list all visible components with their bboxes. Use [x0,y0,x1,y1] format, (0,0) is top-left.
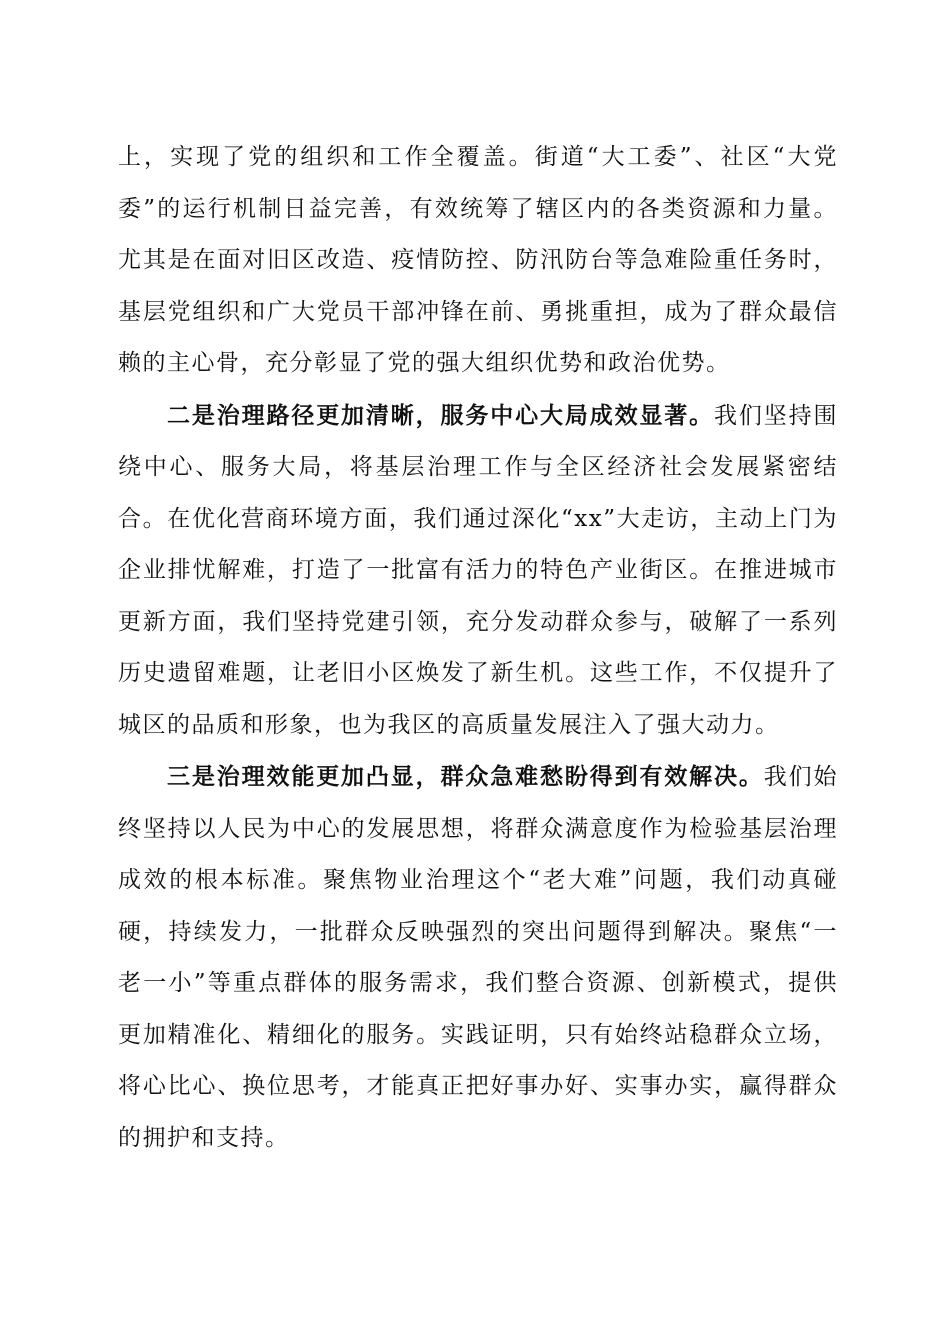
paragraph-3-lead: 三是治理效能更加凸显，群众急难愁盼得到有效解决。 [167,763,764,790]
paragraph-1-body: 上，实现了党的组织和工作全覆盖。街道“大工委”、社区“大党委”的运行机制日益完善，有效统筹了辖区内的各类资源和力量。尤其是在面对旧区改造、疫情防控、防汛防台等急难险重任务时，基层党组织和广大党员干部冲锋在前、勇挑重担，成为了群众最信赖的主心骨，充分彰显了党的强大组织优势和政治优势。 [118,144,838,376]
paragraph-2-body: 我们坚持围绕中心、服务大局，将基层治理工作与全区经济社会发展紧密结合。在优化营商环境方面，我们通过深化“xx”大走访，主动上门为企业排忧解难，打造了一批富有活力的特色产业街区。在推进城市更新方面，我们坚持党建引领，充分发动群众参与，破解了一系列历史遗留难题，让老旧小区焕发了新生机。这些工作，不仅提升了城区的品质和形象，也为我区的高质量发展注入了强大动力。 [118,402,839,738]
paragraph-1 [118,132,838,390]
document-body [118,132,838,1164]
paragraph-2 [118,390,838,752]
paragraph-2-lead: 二是治理路径更加清晰，服务中心大局成效显著。 [167,401,715,429]
paragraph-3-body: 我们始终坚持以人民为中心的发展思想，将群众满意度作为检验基层治理成效的根本标准。聚焦物业治理这个“老大难”问题，我们动真碰硬，持续发力，一批群众反映强烈的突出问题得到解决。聚焦“一老一小”等重点群体的服务需求，我们整合资源、创新模式，提供更加精准化、精细化的服务。实践证明，只有始终站稳群众立场，将心比心、换位思考，才能真正把好事办好、实事办实，赢得群众的拥护和支持。 [118,764,839,1151]
paragraph-3 [118,751,838,1164]
